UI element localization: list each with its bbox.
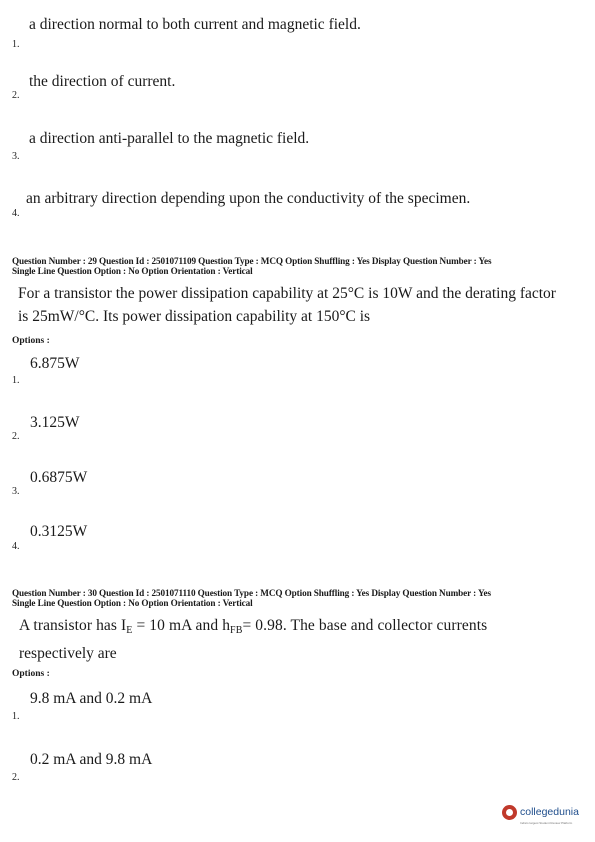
question-29-meta-line1: Question Number : 29 Question Id : 2501071109 Question Type : MCQ Option Shuffling : Yes Display Question Number : Yes	[12, 256, 492, 266]
question-30-text-line2: respectively are	[19, 645, 117, 662]
question-29-option-2-text: 3.125W	[30, 414, 80, 431]
question-29-meta	[12, 256, 587, 276]
question-29-option-1-text: 6.875W	[30, 355, 80, 372]
question-30-text-part-c: = 0.98. The base and collector currents	[242, 617, 488, 634]
question-30-option-2-text: 0.2 mA and 9.8 mA	[30, 751, 153, 768]
question-30-meta-line2: Single Line Question Option : No Option Orientation : Vertical	[12, 598, 253, 608]
question-29-text-line2: is 25mW/°C. Its power dissipation capability at 150°C is	[18, 308, 371, 325]
question-29-text	[18, 282, 583, 328]
prev-option-3-number: 3.	[12, 151, 20, 162]
question-29-option-4-number: 4.	[12, 541, 20, 552]
question-29-meta-line2: Single Line Question Option : No Option Orientation : Vertical	[12, 266, 253, 276]
collegedunia-watermark	[502, 805, 592, 825]
question-29-option-1-number: 1.	[12, 375, 20, 386]
prev-option-4-text: an arbitrary direction depending upon the conductivity of the specimen.	[26, 190, 471, 207]
watermark-tagline: India's largest Student Review Platform	[520, 821, 573, 825]
hfb-subscript: FB	[230, 625, 243, 636]
prev-option-1-text: a direction normal to both current and magnetic field.	[29, 16, 361, 33]
question-30-text-line1	[19, 614, 579, 642]
question-30-meta	[12, 588, 587, 608]
question-30-meta-line1: Question Number : 30 Question Id : 2501071110 Question Type : MCQ Option Shuffling : Yes Display Question Number : Yes	[12, 588, 491, 598]
question-30-text	[19, 614, 579, 665]
question-30-text-part-b: = 10 mA and h	[132, 617, 231, 634]
prev-option-4-number: 4.	[12, 208, 20, 219]
question-29-option-4-text: 0.3125W	[30, 523, 88, 540]
question-30-option-1-number: 1.	[12, 711, 20, 722]
prev-option-3-text: a direction anti-parallel to the magnetic field.	[29, 130, 310, 147]
emitter-current-subscript: E	[126, 625, 133, 636]
question-30-text-part-a: A transistor has I	[19, 617, 127, 634]
watermark-brand-name: collegedunia	[520, 806, 579, 818]
prev-option-1-number: 1.	[12, 39, 20, 50]
question-29-option-3-number: 3.	[12, 486, 20, 497]
question-29-options-label: Options :	[12, 336, 50, 346]
collegedunia-logo-icon	[502, 805, 517, 820]
question-29-option-3-text: 0.6875W	[30, 469, 88, 486]
question-29-text-line1: For a transistor the power dissipation capability at 25°C is 10W and the derating factor	[18, 285, 556, 302]
question-29-option-2-number: 2.	[12, 431, 20, 442]
prev-option-2-text: the direction of current.	[29, 73, 176, 90]
question-30-option-1-text: 9.8 mA and 0.2 mA	[30, 690, 153, 707]
prev-option-2-number: 2.	[12, 90, 20, 101]
question-30-options-label: Options :	[12, 669, 50, 679]
question-30-option-2-number: 2.	[12, 772, 20, 783]
